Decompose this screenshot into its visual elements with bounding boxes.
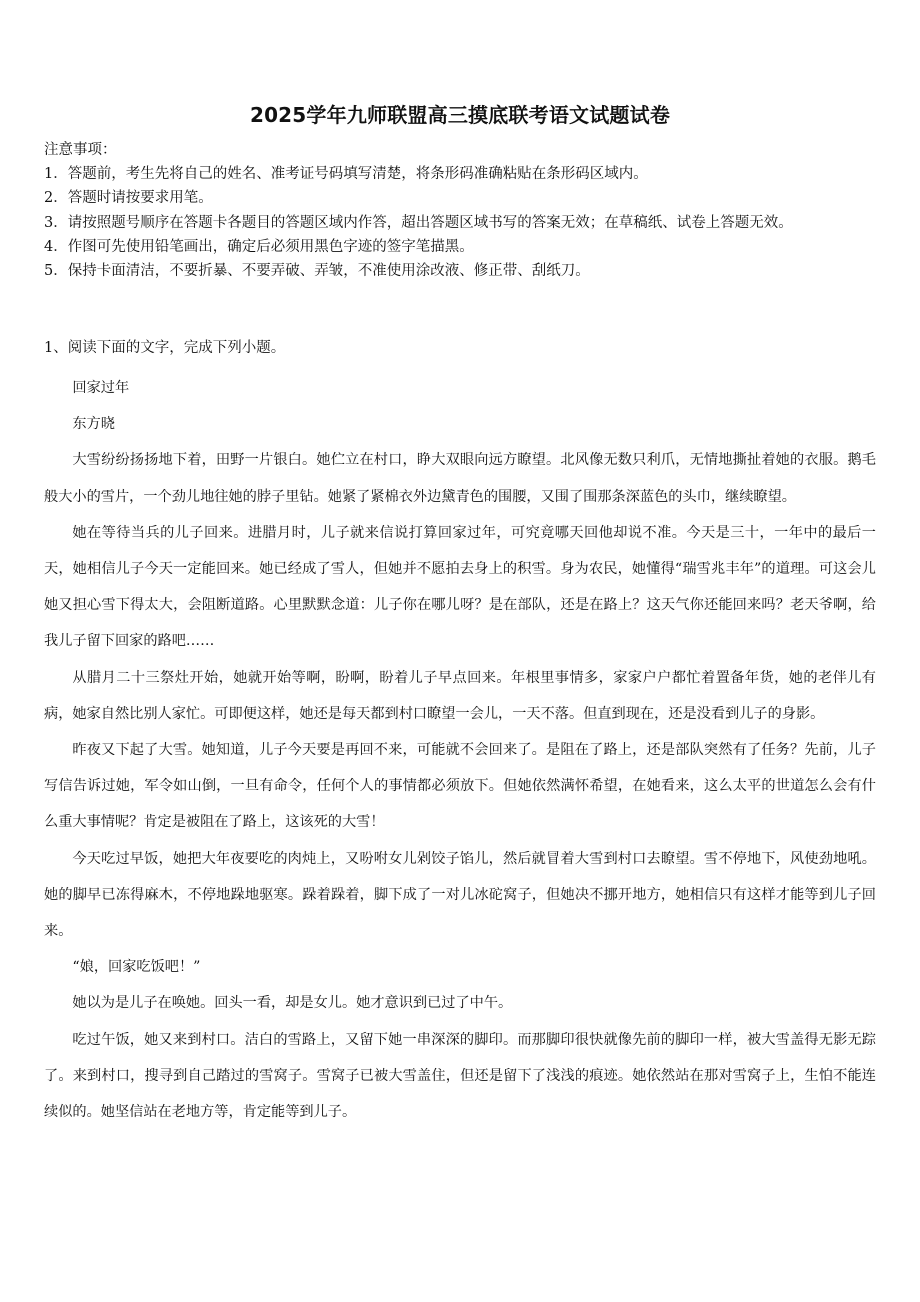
notes-item: 4．作图可先使用铅笔画出，确定后必须用黑色字迹的签字笔描黑。 (44, 238, 474, 255)
reading-passage (44, 370, 876, 1130)
article-paragraph: 她在等待当兵的儿子回来。进腊月时，儿子就来信说打算回家过年，可究竟哪天回他却说不准。今天是三十，一年中的最后一天，她相信儿子今天一定能回来。她已经成了雪人，但她并不愿拍去身上的积雪。身为农民，她懂得“瑞雪兆丰年”的道理。可这会儿她又担心雪下得太大，会阻断道路。心里默默念道：儿子你在哪儿呀？是在部队，还是在路上？这天气你还能回来吗？老天爷啊，给我儿子留下回家的路吧…… (44, 524, 876, 650)
article-title: 回家过年 (72, 380, 130, 396)
notes-section (44, 138, 884, 283)
notes-item: 2．答题时请按要求用笔。 (44, 190, 213, 207)
page-title: 2025学年九师联盟高三摸底联考语文试题试卷 (249, 103, 671, 127)
question-prompt: 1、阅读下面的文字，完成下列小题。 (44, 340, 286, 356)
notes-item: 1．答题前，考生先将自己的姓名、准考证号码填写清楚，将条形码准确粘贴在条形码区域内。 (44, 166, 648, 183)
article-paragraph: 从腊月二十三祭灶开始，她就开始等啊，盼啊，盼着儿子早点回来。年根里事情多，家家户户都忙着置备年货，她的老伴儿有病，她家自然比别人家忙。可即便这样，她还是每天都到村口瞭望一会儿，一天不落。但直到现在，还是没看到儿子的身影。 (44, 669, 876, 722)
notes-heading: 注意事项： (44, 142, 117, 158)
article-author: 东方晓 (72, 416, 115, 433)
article-paragraph: 她以为是儿子在唤她。回头一看，却是女儿。她才意识到已过了中午。 (72, 995, 513, 1012)
article-paragraph: 昨夜又下起了大雪。她知道，儿子今天要是再回不来，可能就不会回来了。是阻在了路上，还是部队突然有了任务？先前，儿子写信告诉过她，军令如山倒，一旦有命令，任何个人的事情都必须放下。但她依然满怀希望，在她看来，这么太平的世道怎么会有什么重大事情呢？肯定是被阻在了路上，这该死的大雪！ (44, 742, 876, 831)
article-paragraph: 大雪纷纷扬扬地下着，田野一片银白。她伫立在村口，睁大双眼向远方瞭望。北风像无数只利爪，无情地撕扯着她的衣服。鹅毛般大小的雪片，一个劲儿地往她的脖子里钻。她紧了紧棉衣外边黛青色的围腰，又围了围那条深蓝色的头巾，继续瞭望。 (44, 452, 876, 505)
article-paragraph: 今天吃过早饭，她把大年夜要吃的肉炖上，又吩咐女儿剁饺子馅儿，然后就冒着大雪到村口去瞭望。雪不停地下，风使劲地吼。她的脚早已冻得麻木，不停地跺地驱寒。跺着跺着，脚下成了一对儿冰砣窝子，但她决不挪开地方，她相信只有这样才能等到儿子回来。 (44, 850, 876, 940)
notes-item: 5．保持卡面清洁，不要折暴、不要弄破、弄皱，不准使用涂改液、修正带、刮纸刀。 (44, 263, 590, 280)
notes-item: 3．请按照题号顺序在答题卡各题目的答题区域内作答，超出答题区域书写的答案无效；在草稿纸、试卷上答题无效。 (44, 214, 793, 231)
article-paragraph: 吃过午饭，她又来到村口。洁白的雪路上，又留下她一串深深的脚印。而那脚印很快就像先前的脚印一样，被大雪盖得无影无踪了。来到村口，搜寻到自己踏过的雪窝子。雪窝子已被大雪盖住，但还是留下了浅浅的痕迹。她依然站在那对雪窝子上，生怕不能连续似的。她坚信站在老地方等，肯定能等到儿子。 (44, 1031, 876, 1121)
article-paragraph: “娘，回家吃饭吧！” (72, 959, 201, 976)
